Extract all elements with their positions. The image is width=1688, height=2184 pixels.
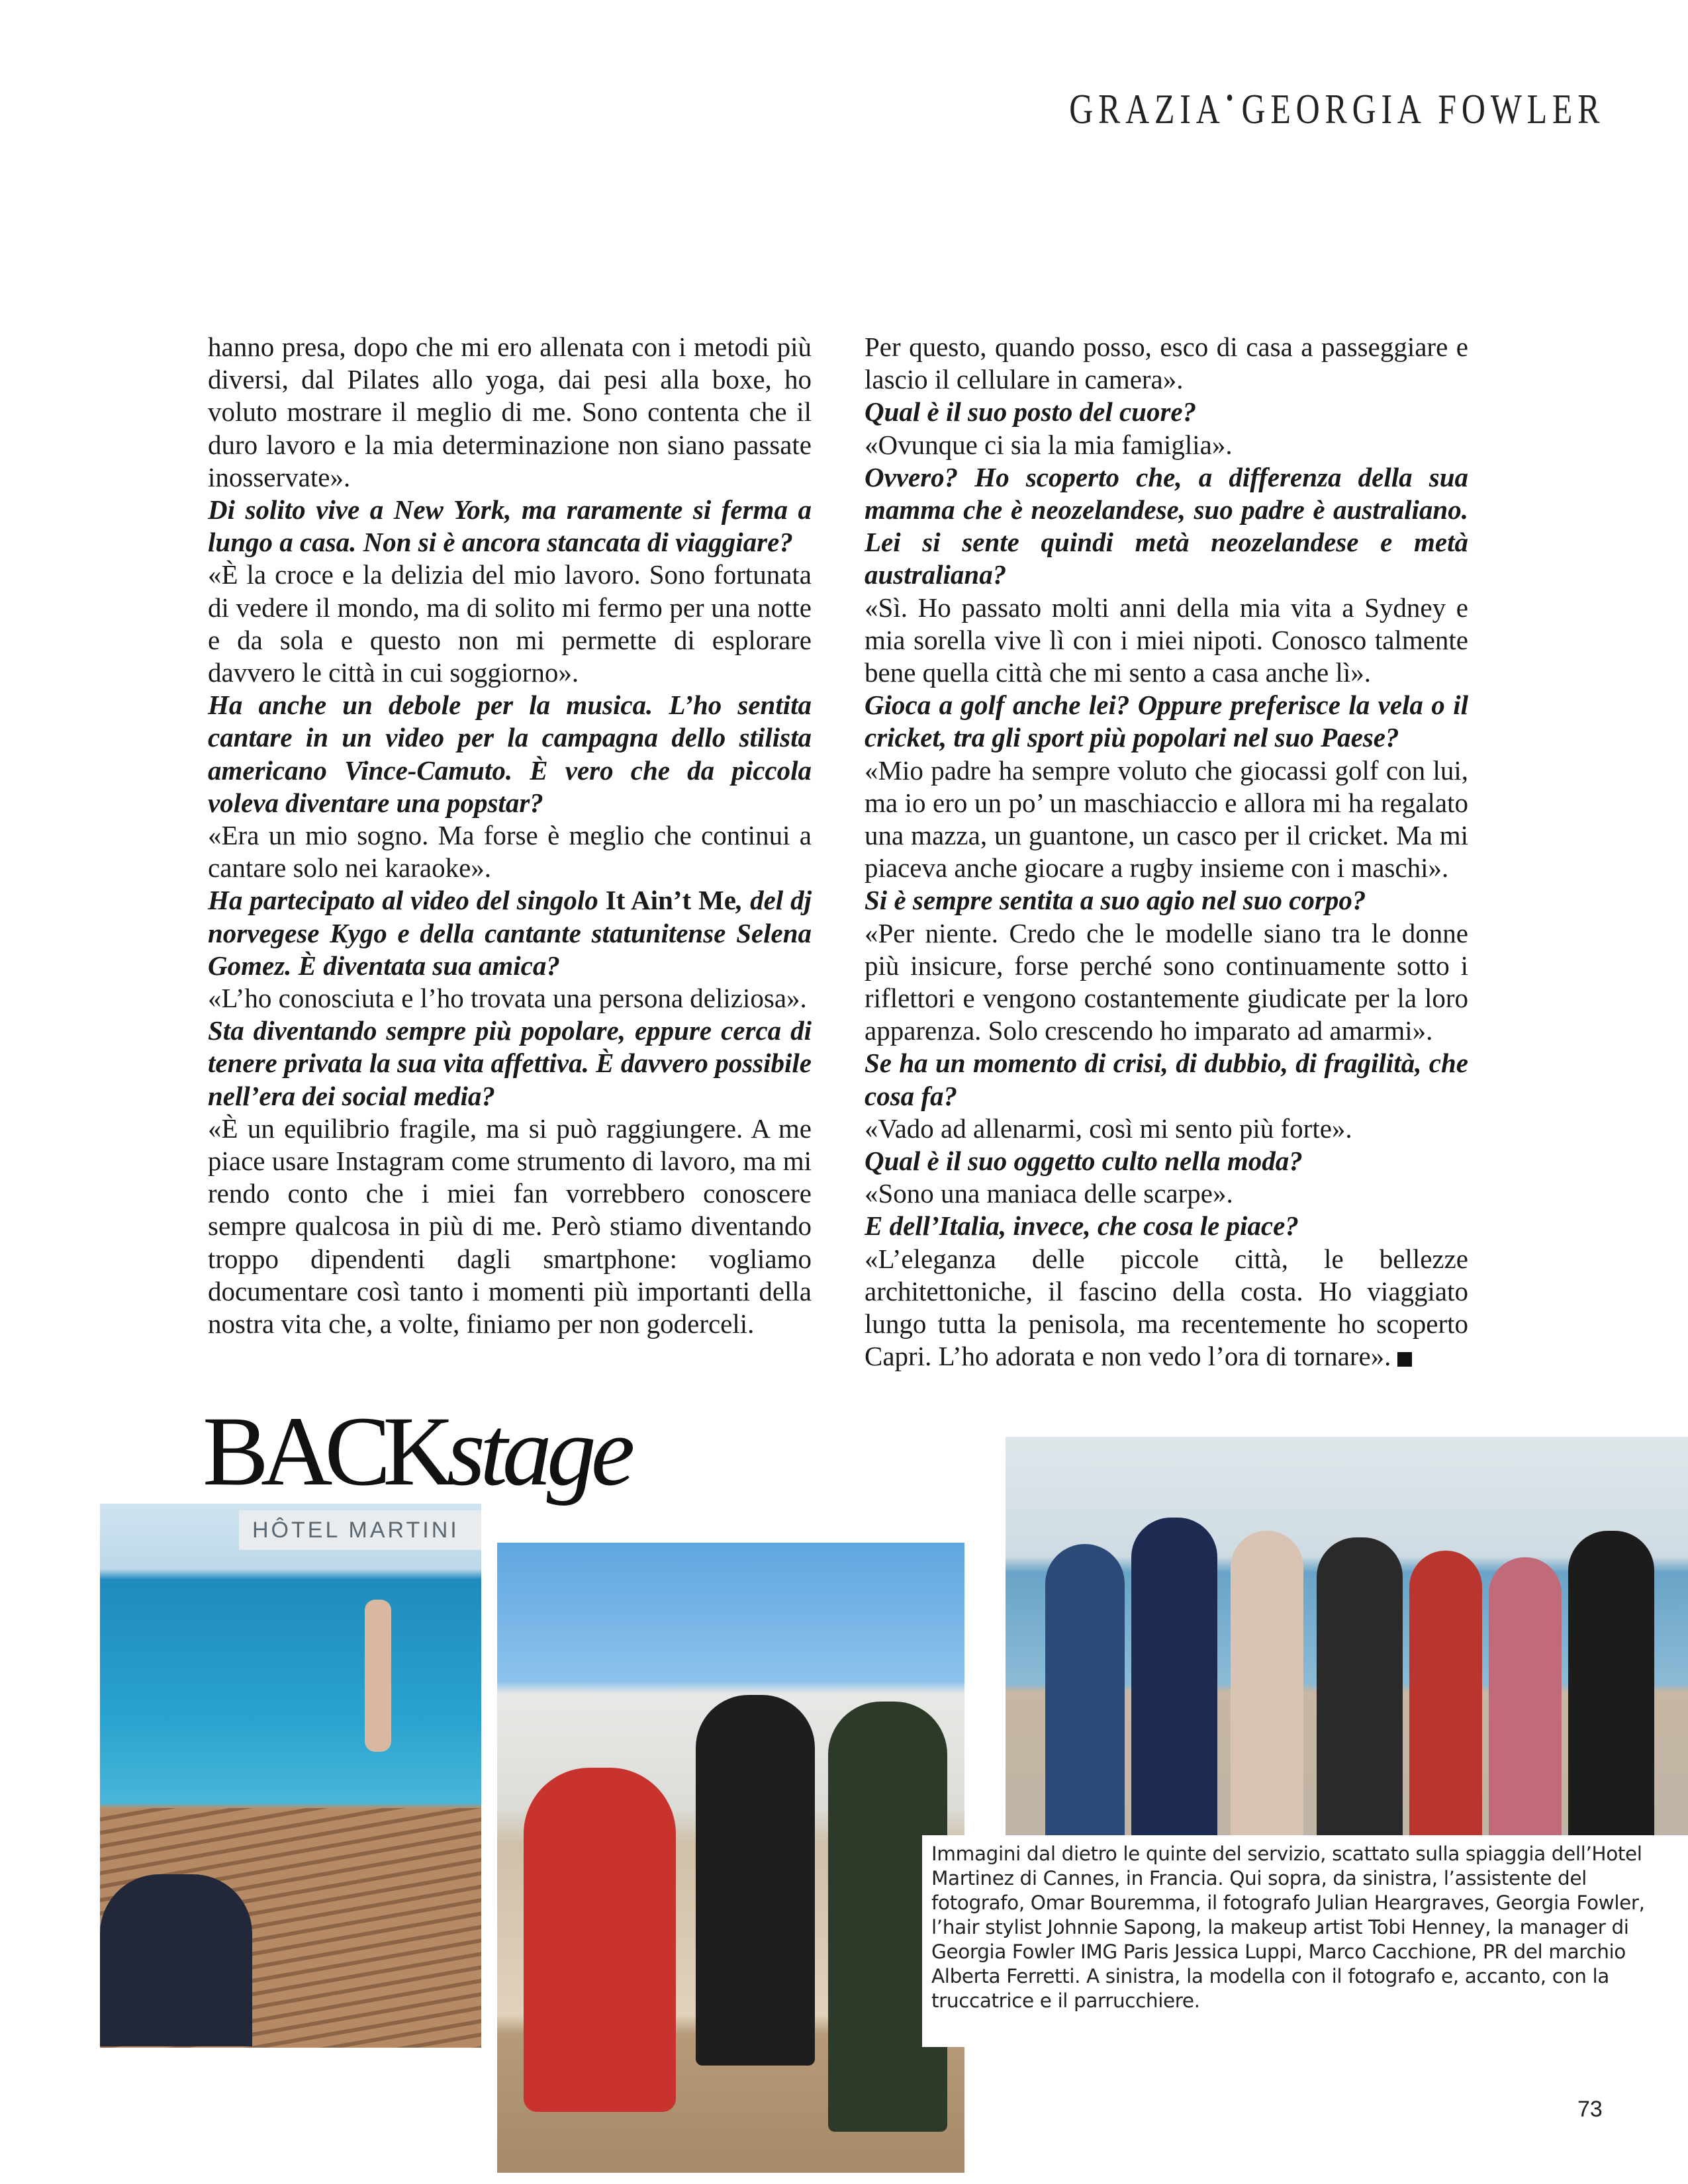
text-run: «Era un mio sogno. Ma forse è meglio che continui a cantare solo nei karaoke». [208,820,812,884]
interview-answer [865,331,1468,396]
text-run: Si è sempre sentita a suo agio nel suo corpo? [865,885,1366,916]
group-person [1489,1557,1562,1835]
photo-caption-box [922,1835,1688,2047]
group-person [1231,1531,1303,1835]
text-run: Gioca a golf anche lei? Oppure preferisce la vela o il cricket, tra gli sport più popolari nel suo Paese? [865,690,1468,753]
group-person [1317,1537,1403,1835]
text-run: «È la croce e la delizia del mio lavoro. Sono fortunata di vedere il mondo, ma di solito mi fermo per una notte e da sola e questo non mi permette di esplorare davvero le città in cui soggiorno». [208,559,812,688]
text-run: «Ovunque ci sia la mia famiglia». [865,429,1233,460]
text-run: Qual è il suo oggetto culto nella moda? [865,1146,1303,1177]
end-of-article-mark [1397,1352,1412,1367]
text-run: «Sono una maniaca delle scarpe». [865,1178,1233,1209]
running-header [1069,85,1605,134]
text-run: Se ha un momento di crisi, di dubbio, di fragilità, che cosa fa? [865,1048,1468,1111]
interview-question [865,884,1468,917]
interview-answer [208,982,812,1015]
interview-question [208,1015,812,1113]
group-person [1131,1518,1217,1835]
text-run: Per questo, quando posso, esco di casa a passeggiare e lascio il cellulare in camera». [865,332,1468,395]
photo-group [1006,1437,1688,1835]
text-run: E dell’Italia, invece, che cosa le piace? [865,1210,1299,1242]
text-run: Di solito vive a New York, ma raramente si ferma a lungo a casa. Non si è ancora stancata di viaggiare? [208,494,812,558]
interview-question [208,494,812,559]
text-run: «È un equilibrio fragile, ma si può raggiungere. A me piace usare Instagram come strumento di lavoro, ma mi rendo conto che i miei fan vorrebbero conoscere sempre qualcosa in più di me. Però stiamo diventando troppo dipendenti dagli smartphone: vogliamo documentare così tanto i momenti più importanti della nostra vita che, a volte, finiamo per non goderceli. [208,1113,812,1340]
interview-answer [208,1113,812,1340]
song-title: It Ain’t Me [605,885,736,916]
interview-question [208,884,812,982]
article-column-left [208,331,812,1340]
text-run: «Vado ad allenarmi, così mi sento più forte». [865,1113,1352,1144]
text-run: Qual è il suo posto del cuore? [865,396,1197,428]
photo-makeup-hair [497,1543,964,2173]
interview-question [865,689,1468,754]
header-separator: • [1225,83,1239,113]
group-person [1568,1531,1654,1835]
text-run: , del dj norvegese Kygo e della cantante statunitense Selena Gomez. È diventata sua amica? [208,885,812,981]
text-run: «Per niente. Credo che le modelle siano tra le donne più insicure, forse perché sono continuamente sotto i riflettori e vengono costantemente giudicate per la loro apparenza. Solo crescendo ho imparato ad amarmi». [865,917,1468,1046]
hotel-sign: HÔTEL MARTINI [239,1510,481,1550]
makeup-artist-figure [524,1768,676,2112]
interview-question [865,1145,1468,1177]
interview-answer [865,1177,1468,1210]
interview-answer [208,559,812,689]
interview-question [208,689,812,819]
text-run: Sta diventando sempre più popolare, eppure cerca di tenere privata la sua vita affettiva. È davvero possibile nell’era dei social media? [208,1015,812,1111]
group-person [1409,1551,1482,1835]
text-run: Ovvero? Ho scoperto che, a differenza della sua mamma che è neozelandese, suo padre è australiano. Lei si sente quindi metà neozelandese e metà australiana? [865,461,1468,590]
model-figure [696,1695,815,2066]
interview-answer [208,331,812,494]
interview-answer [865,429,1468,461]
magazine-name: GRAZIA [1068,85,1225,132]
interview-answer [865,754,1468,885]
backstage-title [203,1396,630,1506]
interview-question [865,1210,1468,1242]
text-run: hanno presa, dopo che mi ero allenata con i metodi più diversi, dal Pilates allo yoga, dai pesi alla boxe, ho voluto mostrare il meglio di me. Sono contenta che il duro lavoro e la mia determinazione non siano passate inosservate». [208,332,812,492]
interview-answer [865,1113,1468,1145]
interview-answer [865,1243,1468,1373]
text-run: «L’ho conosciuta e l’ho trovata una persona deliziosa». [208,983,807,1014]
photographer-figure [100,1874,252,2046]
text-run: «Mio padre ha sempre voluto che giocassi golf con lui, ma io ero un po’ un maschiaccio e allora mi ha regalato una mazza, un guantone, un casco per il cricket. Ma mi piaceva anche giocare a rugby insieme con i maschi». [865,754,1468,884]
backstage-title-main: BACK [203,1396,447,1506]
interview-question [865,396,1468,428]
backstage-title-script: stage [446,1396,630,1506]
photo-caption: Immagini dal dietro le quinte del servizio, scattato sulla spiaggia dell’Hotel Martinez di Cannes, in Francia. Qui sopra, da sinistra, l’assistente del fotografo, Omar Bouremma, il fotografo Julian Heargraves, Georgia Fowler, l’hair stylist Johnnie Sapong, la makeup artist Tobi Henney, la manager di Georgia Fowler IMG Paris Jessica Luppi, Marco Cacchione, PR del marchio Alberta Ferretti. A sinistra, la modella con il fotografo e, accanto, con la truccatrice e il parrucchiere. [931,1843,1645,2012]
photo-pier-photographer [100,1504,481,2048]
interview-answer [208,819,812,884]
group-person [1045,1544,1125,1835]
article-column-right [865,331,1468,1373]
text-run: Ha partecipato al video del singolo [208,885,606,916]
text-run: «Sì. Ho passato molti anni della mia vita a Sydney e mia sorella vive lì con i miei nipoti. Conosco talmente bene quella città che mi sento a casa anche lì». [865,592,1468,688]
interview-answer [865,592,1468,690]
interview-answer [865,917,1468,1048]
page-number: 73 [1577,2097,1603,2122]
header-subject: GEORGIA FOWLER [1241,85,1605,132]
interview-question [865,1047,1468,1112]
text-run: «L’eleganza delle piccole città, le bellezze architettoniche, il fascino della costa. Ho viaggiato lungo tutta la penisola, ma recentemente ho scoperto Capri. L’ho adorata e non vedo l’ora di tornare». [865,1243,1468,1372]
interview-question [865,461,1468,592]
text-run: Ha anche un debole per la musica. L’ho sentita cantare in un video per la campagna dello stilista americano Vince-Camuto. È vero che da piccola voleva diventare una popstar? [208,690,812,818]
model-figure [365,1600,391,1752]
